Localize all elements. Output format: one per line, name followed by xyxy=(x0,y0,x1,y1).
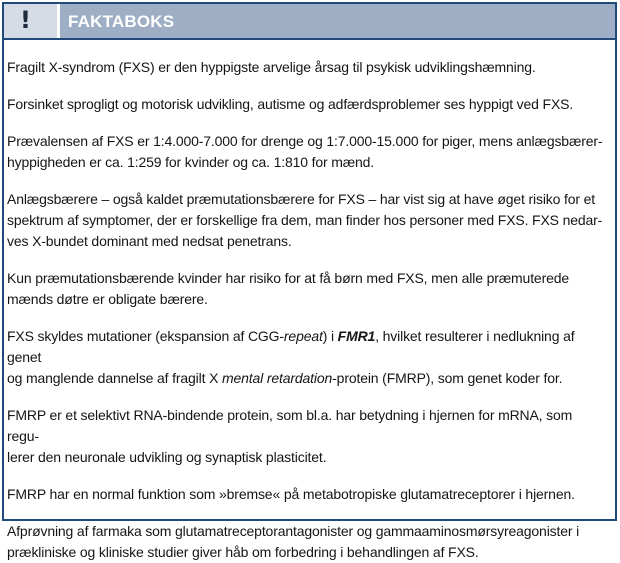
paragraph-4-line-2: spektrum af symptomer, der er forskellige fra dem, man finder hos personer med FXS. FXS nedar- xyxy=(7,212,603,228)
paragraph-6-part-c: ) i xyxy=(322,328,338,344)
paragraph-7-line-2: lerer den neuronale udvikling og synaptisk plasticitet. xyxy=(7,449,327,465)
paragraph-6-part-f: og manglende dannelse af fragilt X xyxy=(7,370,223,386)
header-divider xyxy=(57,4,60,38)
paragraph-6-gene-fmr1: FMR1 xyxy=(337,328,376,344)
paragraph-3-line-2: hyppigheden er ca. 1:259 for kvinder og ca. 1:810 for mænd. xyxy=(7,154,375,170)
fact-box xyxy=(2,2,617,560)
paragraph-9-line-1: Afprøvning af farmaka som glutamatreceptorantagonister og gammaaminosmørsyreagonister i xyxy=(7,523,580,539)
paragraph-6-part-h: -protein (FMRP), som genet koder for. xyxy=(332,370,563,386)
fact-box-header xyxy=(4,4,615,40)
paragraph-3-line-1: Prævalensen af FXS er 1:4.000-7.000 for drenge og 1:7.000-15.000 for piger, mens anlægsbærer- xyxy=(7,133,603,149)
paragraph-7-line-1: FMRP er et selektivt RNA-bindende protein, som bl.a. har betydning i hjernen for mRNA, som regu- xyxy=(7,407,573,444)
paragraph-6-term-mental-retardation: mental retardation xyxy=(222,370,333,386)
paragraph-5-line-2: mænds døtre er obligate bærere. xyxy=(7,291,208,307)
fact-box-body xyxy=(4,40,615,563)
paragraph-6-part-e: , hvilket resulterer i nedlukning af genet xyxy=(7,328,575,365)
paragraph-5-line-1: Kun præmutationsbærende kvinder har risiko for at få børn med FXS, men alle præmuterede xyxy=(7,270,569,286)
paragraph-1: Fragilt X-syndrom (FXS) er den hyppigste arvelige årsag til psykisk udviklingshæmning. xyxy=(7,59,536,75)
exclamation-mark: ! xyxy=(20,6,31,34)
paragraph-3 xyxy=(7,131,605,173)
exclamation-icon xyxy=(4,4,57,38)
paragraph-9 xyxy=(7,521,605,563)
paragraph-6-part-a: FXS skyldes mutationer (ekspansion af CGG- xyxy=(7,328,284,344)
paragraph-7 xyxy=(7,405,605,468)
paragraph-8: FMRP har en normal funktion som »bremse« på metabotropiske glutamatreceptorer i hjernen. xyxy=(7,486,575,502)
paragraph-4 xyxy=(7,189,605,252)
paragraph-4-line-3: ves X-bundet dominant med nedsat penetrans. xyxy=(7,233,292,249)
paragraph-5 xyxy=(7,268,605,310)
paragraph-6-term-repeat: repeat xyxy=(283,328,323,344)
fact-box-title: FAKTABOKS xyxy=(68,12,175,31)
paragraph-6 xyxy=(7,326,605,389)
paragraph-2: Forsinket sprogligt og motorisk udvikling, autisme og adfærdsproblemer ses hyppigt ved FXS. xyxy=(7,96,574,112)
paragraph-4-line-1: Anlægsbærere – også kaldet præmutationsbærere for FXS – har vist sig at have øget risiko for et xyxy=(7,191,596,207)
paragraph-9-line-2: prækliniske og kliniske studier giver håb om forbedring i behandlingen af FXS. xyxy=(7,544,479,560)
